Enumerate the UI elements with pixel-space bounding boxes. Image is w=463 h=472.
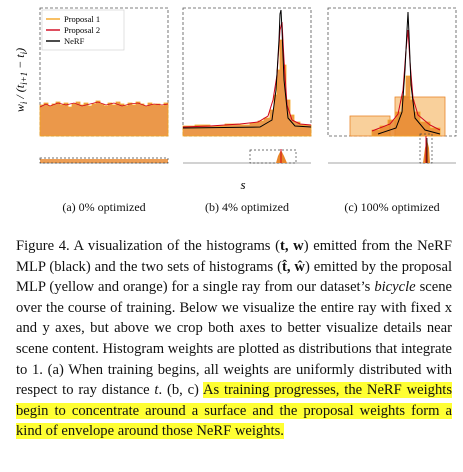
caption-part5: . (b, c): [158, 382, 203, 399]
legend: [42, 10, 124, 50]
legend-proposal1: Proposal 1: [64, 14, 101, 24]
caption-part1: Figure 4. A visualization of the histograms (: [16, 238, 280, 254]
caption-part3: ) emitted by the proposal MLP (yellow and orange) for a single ray from our dataset’s: [16, 258, 452, 296]
caption-tw: t, w: [280, 238, 304, 254]
legend-proposal2: Proposal 2: [64, 25, 101, 35]
panel-a-proposal1: [40, 101, 168, 136]
panel-a: [40, 8, 168, 163]
y-axis-label: $w_i / (t_{i+1} - t_i)$: [13, 47, 29, 113]
legend-nerf: NeRF: [64, 36, 85, 46]
x-axis-label: s: [240, 177, 246, 192]
panel-caption-c: (c) 100% optimized: [344, 200, 440, 214]
caption-scene: bicycle: [374, 279, 416, 296]
figure-histograms: [0, 0, 463, 225]
panel-b-nerf: [183, 10, 311, 128]
caption-part2: ) emitted from the NeRF MLP (black) and the two sets of histograms (: [16, 238, 452, 275]
panel-b-proposal2: [183, 22, 311, 127]
panel-caption-a: (a) 0% optimized: [62, 200, 146, 214]
figure-caption: [16, 236, 452, 442]
caption-tvar: t: [154, 382, 159, 399]
caption-highlight: As training progresses, the NeRF weights begin to concentrate around a surface and the proposal weights form a kind of envelope around those NeRF weights.: [16, 382, 453, 440]
panel-c: [328, 8, 456, 163]
caption-part4: scene over the course of training. Below we visualize the entire ray with fixed x and y axes, but above we crop both axes to better visualize details near scene content. Histogram weights are plotted as distributions that integrate to 1. (a) When training begins, all weights are uniformly distributed with respect to ray distance: [16, 279, 453, 399]
panel-b: [183, 8, 311, 163]
caption-thw: t̂, ŵ: [281, 258, 305, 275]
panel-caption-b: (b) 4% optimized: [205, 200, 289, 214]
